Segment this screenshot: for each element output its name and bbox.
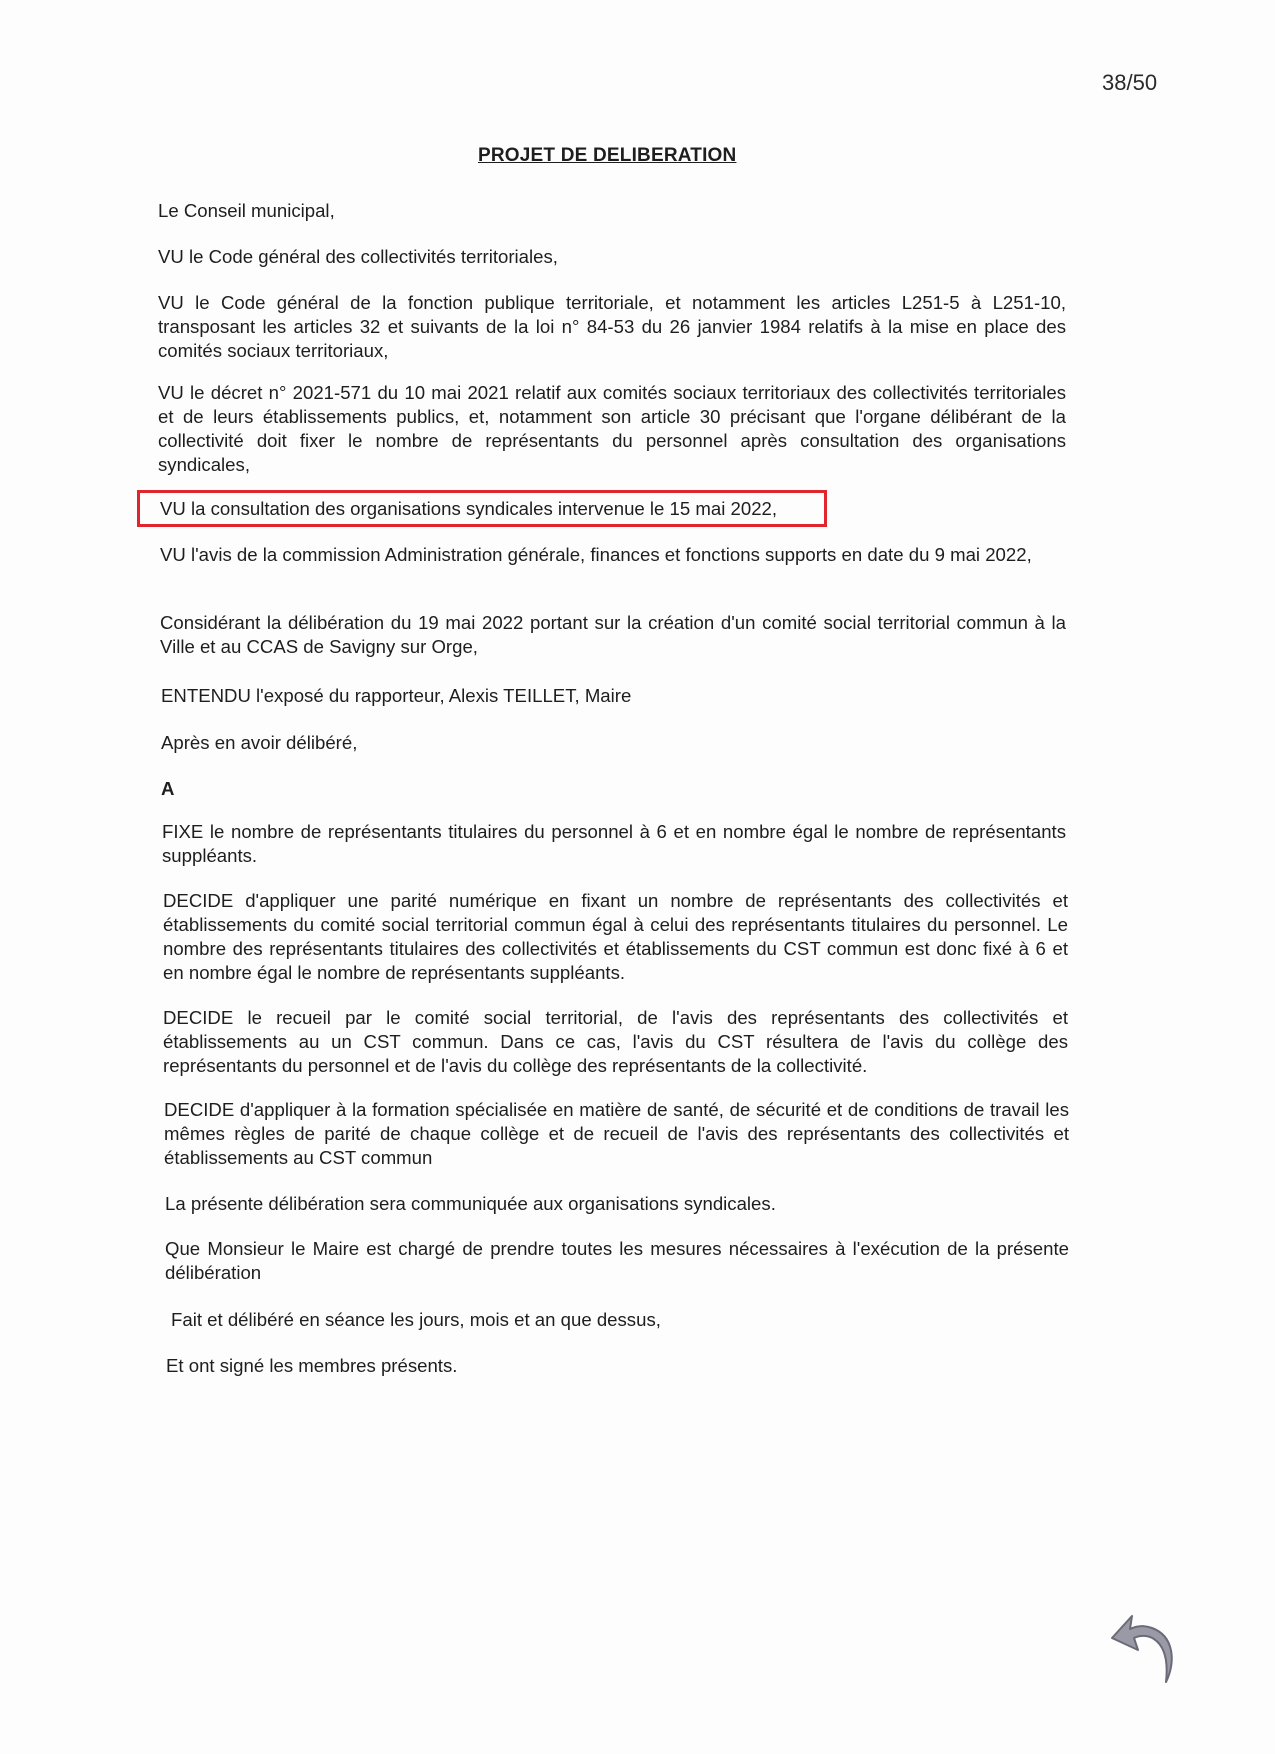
paragraph-vu-decret: VU le décret n° 2021-571 du 10 mai 2021 relatif aux comités sociaux territoriaux des collectivités territoriales et de leurs établissements publics, et, notamment son article 30 précisant que l'organe délibérant de la collectivité doit fixer le nombre de représentants du personnel après consultation des organisations syndicales, [158,382,1066,475]
paragraph-vu-cgct: VU le Code général des collectivités territoriales, [158,246,558,267]
paragraph-fixe: FIXE le nombre de représentants titulaires du personnel à 6 et en nombre égal le nombre de représentants suppléants. [162,821,1066,866]
paragraph-fait-delibere: Fait et délibéré en séance les jours, mois et an que dessus, [171,1309,661,1330]
paragraph-vu-avis-commission: VU l'avis de la commission Administration générale, finances et fonctions supports en date du 9 mai 2022, [160,544,1032,565]
curved-back-arrow-icon [1108,1602,1180,1686]
paragraph-a: A [161,778,175,799]
paragraph-communiquee: La présente délibération sera communiquée aux organisations syndicales. [165,1193,776,1214]
document-title: PROJET DE DELIBERATION [478,145,737,166]
page-number: 38/50 [1102,70,1158,95]
paragraph-apres-deliberation: Après en avoir délibéré, [161,732,358,753]
paragraph-considerant: Considérant la délibération du 19 mai 2022 portant sur la création d'un comité social territorial commun à la Ville et au CCAS de Savigny sur Orge, [160,612,1066,657]
paragraph-decide-formation: DECIDE d'appliquer à la formation spécialisée en matière de santé, de sécurité et de conditions de travail les mêmes règles de parité de chaque collège et de recueil de l'avis des représentants des collectivités et établissements au CST commun [164,1099,1069,1168]
paragraph-decide-parite: DECIDE d'appliquer une parité numérique en fixant un nombre de représentants des collectivités et établissements du comité social territorial commun égal à celui des représentants titulaires du personnel. Le nombre des représentants titulaires des collectivités et établissements du CST commun est donc fixé à 6 et en nombre égal le nombre de représentants suppléants. [163,890,1068,983]
paragraph-vu-cgfpt: VU le Code général de la fonction publique territoriale, et notamment les articles L251-5 à L251-10, transposant les articles 32 et suivants de la loi n° 84-53 du 26 janvier 1984 relatifs à la mise en place des comités sociaux territoriaux, [158,292,1066,361]
paragraph-decide-recueil: DECIDE le recueil par le comité social territorial, de l'avis des représentants des collectivités et établissements au un CST commun. Dans ce cas, l'avis du CST résultera de l'avis du collège des représentants du personnel et de l'avis du collège des représentants de la collectivité. [163,1007,1068,1076]
paragraph-entendu: ENTENDU l'exposé du rapporteur, Alexis TEILLET, Maire [161,685,632,706]
paragraph-monsieur-le-maire: Que Monsieur le Maire est chargé de prendre toutes les mesures nécessaires à l'exécution de la présente délibération [165,1238,1069,1283]
paragraph-vu-consultation: VU la consultation des organisations syndicales intervenue le 15 mai 2022, [160,498,778,519]
paragraph-conseil: Le Conseil municipal, [158,200,335,221]
paragraph-ont-signe: Et ont signé les membres présents. [166,1355,458,1376]
